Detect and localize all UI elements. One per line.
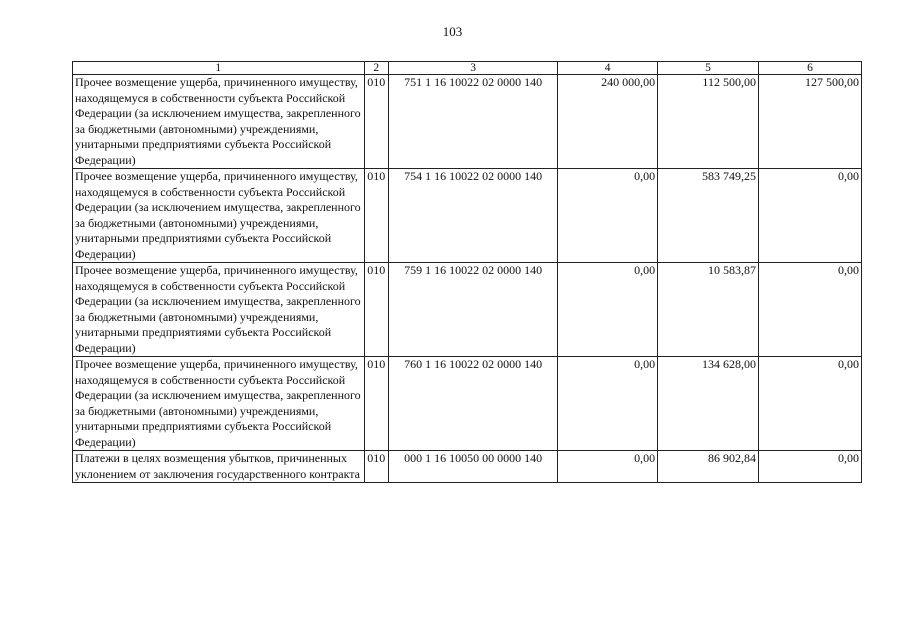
row-value-5: 112 500,00 (658, 75, 759, 169)
row-line-code: 010 (364, 169, 388, 263)
row-budget-code: 000 1 16 10050 00 0000 140 (388, 451, 557, 483)
table-row (73, 357, 862, 451)
report-table (72, 61, 862, 483)
row-value-4: 0,00 (558, 263, 658, 357)
row-value-6: 0,00 (758, 263, 861, 357)
table-row (73, 75, 862, 169)
row-name: Прочее возмещение ущерба, причиненного имуществу, находящемуся в собственности субъекта Российской Федерации (за исключением имущества, закрепленного за бюджетными (автономными) учреждениями, унитарными предприятиями субъекта Российской Федерации) (73, 169, 365, 263)
row-name: Платежи в целях возмещения убытков, причиненных уклонением от заключения государственного контракта (73, 451, 365, 483)
row-name: Прочее возмещение ущерба, причиненного имуществу, находящемуся в собственности субъекта Российской Федерации (за исключением имущества, закрепленного за бюджетными (автономными) учреждениями, унитарными предприятиями субъекта Российской Федерации) (73, 263, 365, 357)
row-budget-code: 760 1 16 10022 02 0000 140 (388, 357, 557, 451)
row-value-4: 0,00 (558, 169, 658, 263)
row-budget-code: 754 1 16 10022 02 0000 140 (388, 169, 557, 263)
column-header-3: 3 (388, 62, 557, 75)
row-value-5: 10 583,87 (658, 263, 759, 357)
row-line-code: 010 (364, 451, 388, 483)
row-value-5: 583 749,25 (658, 169, 759, 263)
row-value-4: 0,00 (558, 357, 658, 451)
row-name: Прочее возмещение ущерба, причиненного имуществу, находящемуся в собственности субъекта Российской Федерации (за исключением имущества, закрепленного за бюджетными (автономными) учреждениями, унитарными предприятиями субъекта Российской Федерации) (73, 75, 365, 169)
row-value-4: 240 000,00 (558, 75, 658, 169)
column-header-6: 6 (758, 62, 861, 75)
row-line-code: 010 (364, 357, 388, 451)
row-value-6: 127 500,00 (758, 75, 861, 169)
table-row (73, 263, 862, 357)
table-header-row (73, 62, 862, 75)
row-name: Прочее возмещение ущерба, причиненного имуществу, находящемуся в собственности субъекта Российской Федерации (за исключением имущества, закрепленного за бюджетными (автономными) учреждениями, унитарными предприятиями субъекта Российской Федерации) (73, 357, 365, 451)
row-line-code: 010 (364, 263, 388, 357)
row-value-5: 134 628,00 (658, 357, 759, 451)
row-value-6: 0,00 (758, 451, 861, 483)
table-row (73, 451, 862, 483)
row-value-5: 86 902,84 (658, 451, 759, 483)
row-value-4: 0,00 (558, 451, 658, 483)
row-value-6: 0,00 (758, 169, 861, 263)
column-header-1: 1 (73, 62, 365, 75)
column-header-4: 4 (558, 62, 658, 75)
row-line-code: 010 (364, 75, 388, 169)
row-budget-code: 751 1 16 10022 02 0000 140 (388, 75, 557, 169)
row-budget-code: 759 1 16 10022 02 0000 140 (388, 263, 557, 357)
page-number: 103 (442, 24, 463, 39)
column-header-5: 5 (658, 62, 759, 75)
row-value-6: 0,00 (758, 357, 861, 451)
table-row (73, 169, 862, 263)
column-header-2: 2 (364, 62, 388, 75)
